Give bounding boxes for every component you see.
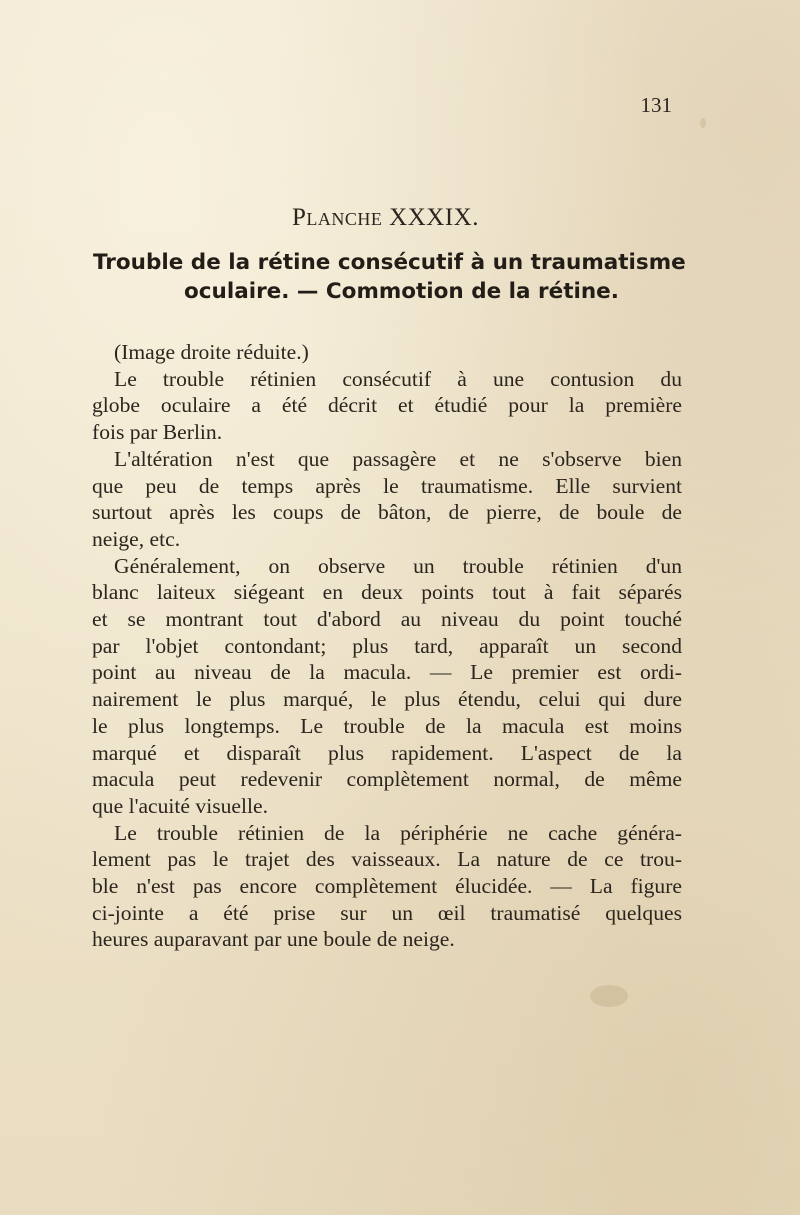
text-line: le plus longtemps. Le trouble de la macula est moins xyxy=(92,713,682,738)
text-line: ble n'est pas encore complètement élucidée. — La figure xyxy=(92,874,682,899)
heading-line: oculaire. — Commotion de la rétine. xyxy=(184,279,619,304)
text-line: point au niveau de la macula. — Le premier est ordi- xyxy=(92,660,682,685)
section-heading xyxy=(88,248,688,306)
text-line: que l'acuité visuelle. xyxy=(92,793,268,818)
text-line: Le trouble rétinien de la périphérie ne cache généra- xyxy=(114,820,682,845)
body-text xyxy=(92,339,682,953)
text-line: neige, etc. xyxy=(92,526,181,551)
text-line: et se montrant tout d'abord au niveau du point touché xyxy=(92,607,682,632)
text-line: heures auparavant par une boule de neige. xyxy=(92,927,455,952)
text-line: par l'objet contondant; plus tard, apparaît un second xyxy=(92,633,682,658)
text-line: fois par Berlin. xyxy=(92,420,223,445)
heading-line: Trouble de la rétine consécutif à un traumatisme xyxy=(93,250,686,275)
text-line: nairement le plus marqué, le plus étendu, celui qui dure xyxy=(92,687,682,712)
text-line: marqué et disparaît plus rapidement. L'aspect de la xyxy=(92,740,682,765)
text-line: L'altération n'est que passagère et ne s'observe bien xyxy=(114,446,682,471)
text-line: lement pas le trajet des vaisseaux. La nature de ce trou- xyxy=(92,847,682,872)
paper-stain xyxy=(590,985,628,1007)
text-line: que peu de temps après le traumatisme. Elle survient xyxy=(92,473,682,498)
text-line: (Image droite réduite.) xyxy=(114,340,309,364)
text-line: ci-jointe a été prise sur un œil traumatisé quelques xyxy=(92,900,682,925)
text-line: macula peut redevenir complètement normal, de même xyxy=(92,767,682,792)
plate-title: Planche XXXIX. xyxy=(292,204,479,231)
paper-stain xyxy=(700,118,706,128)
text-line: Généralement, on observe un trouble rétinien d'un xyxy=(114,553,682,578)
text-line: surtout après les coups de bâton, de pierre, de boule de xyxy=(92,500,682,525)
text-line: Le trouble rétinien consécutif à une contusion du xyxy=(114,366,682,391)
page-number: 131 xyxy=(640,93,672,117)
text-line: globe oculaire a été décrit et étudié pour la première xyxy=(92,393,682,418)
text-line: blanc laiteux siégeant en deux points tout à fait séparés xyxy=(92,580,682,605)
